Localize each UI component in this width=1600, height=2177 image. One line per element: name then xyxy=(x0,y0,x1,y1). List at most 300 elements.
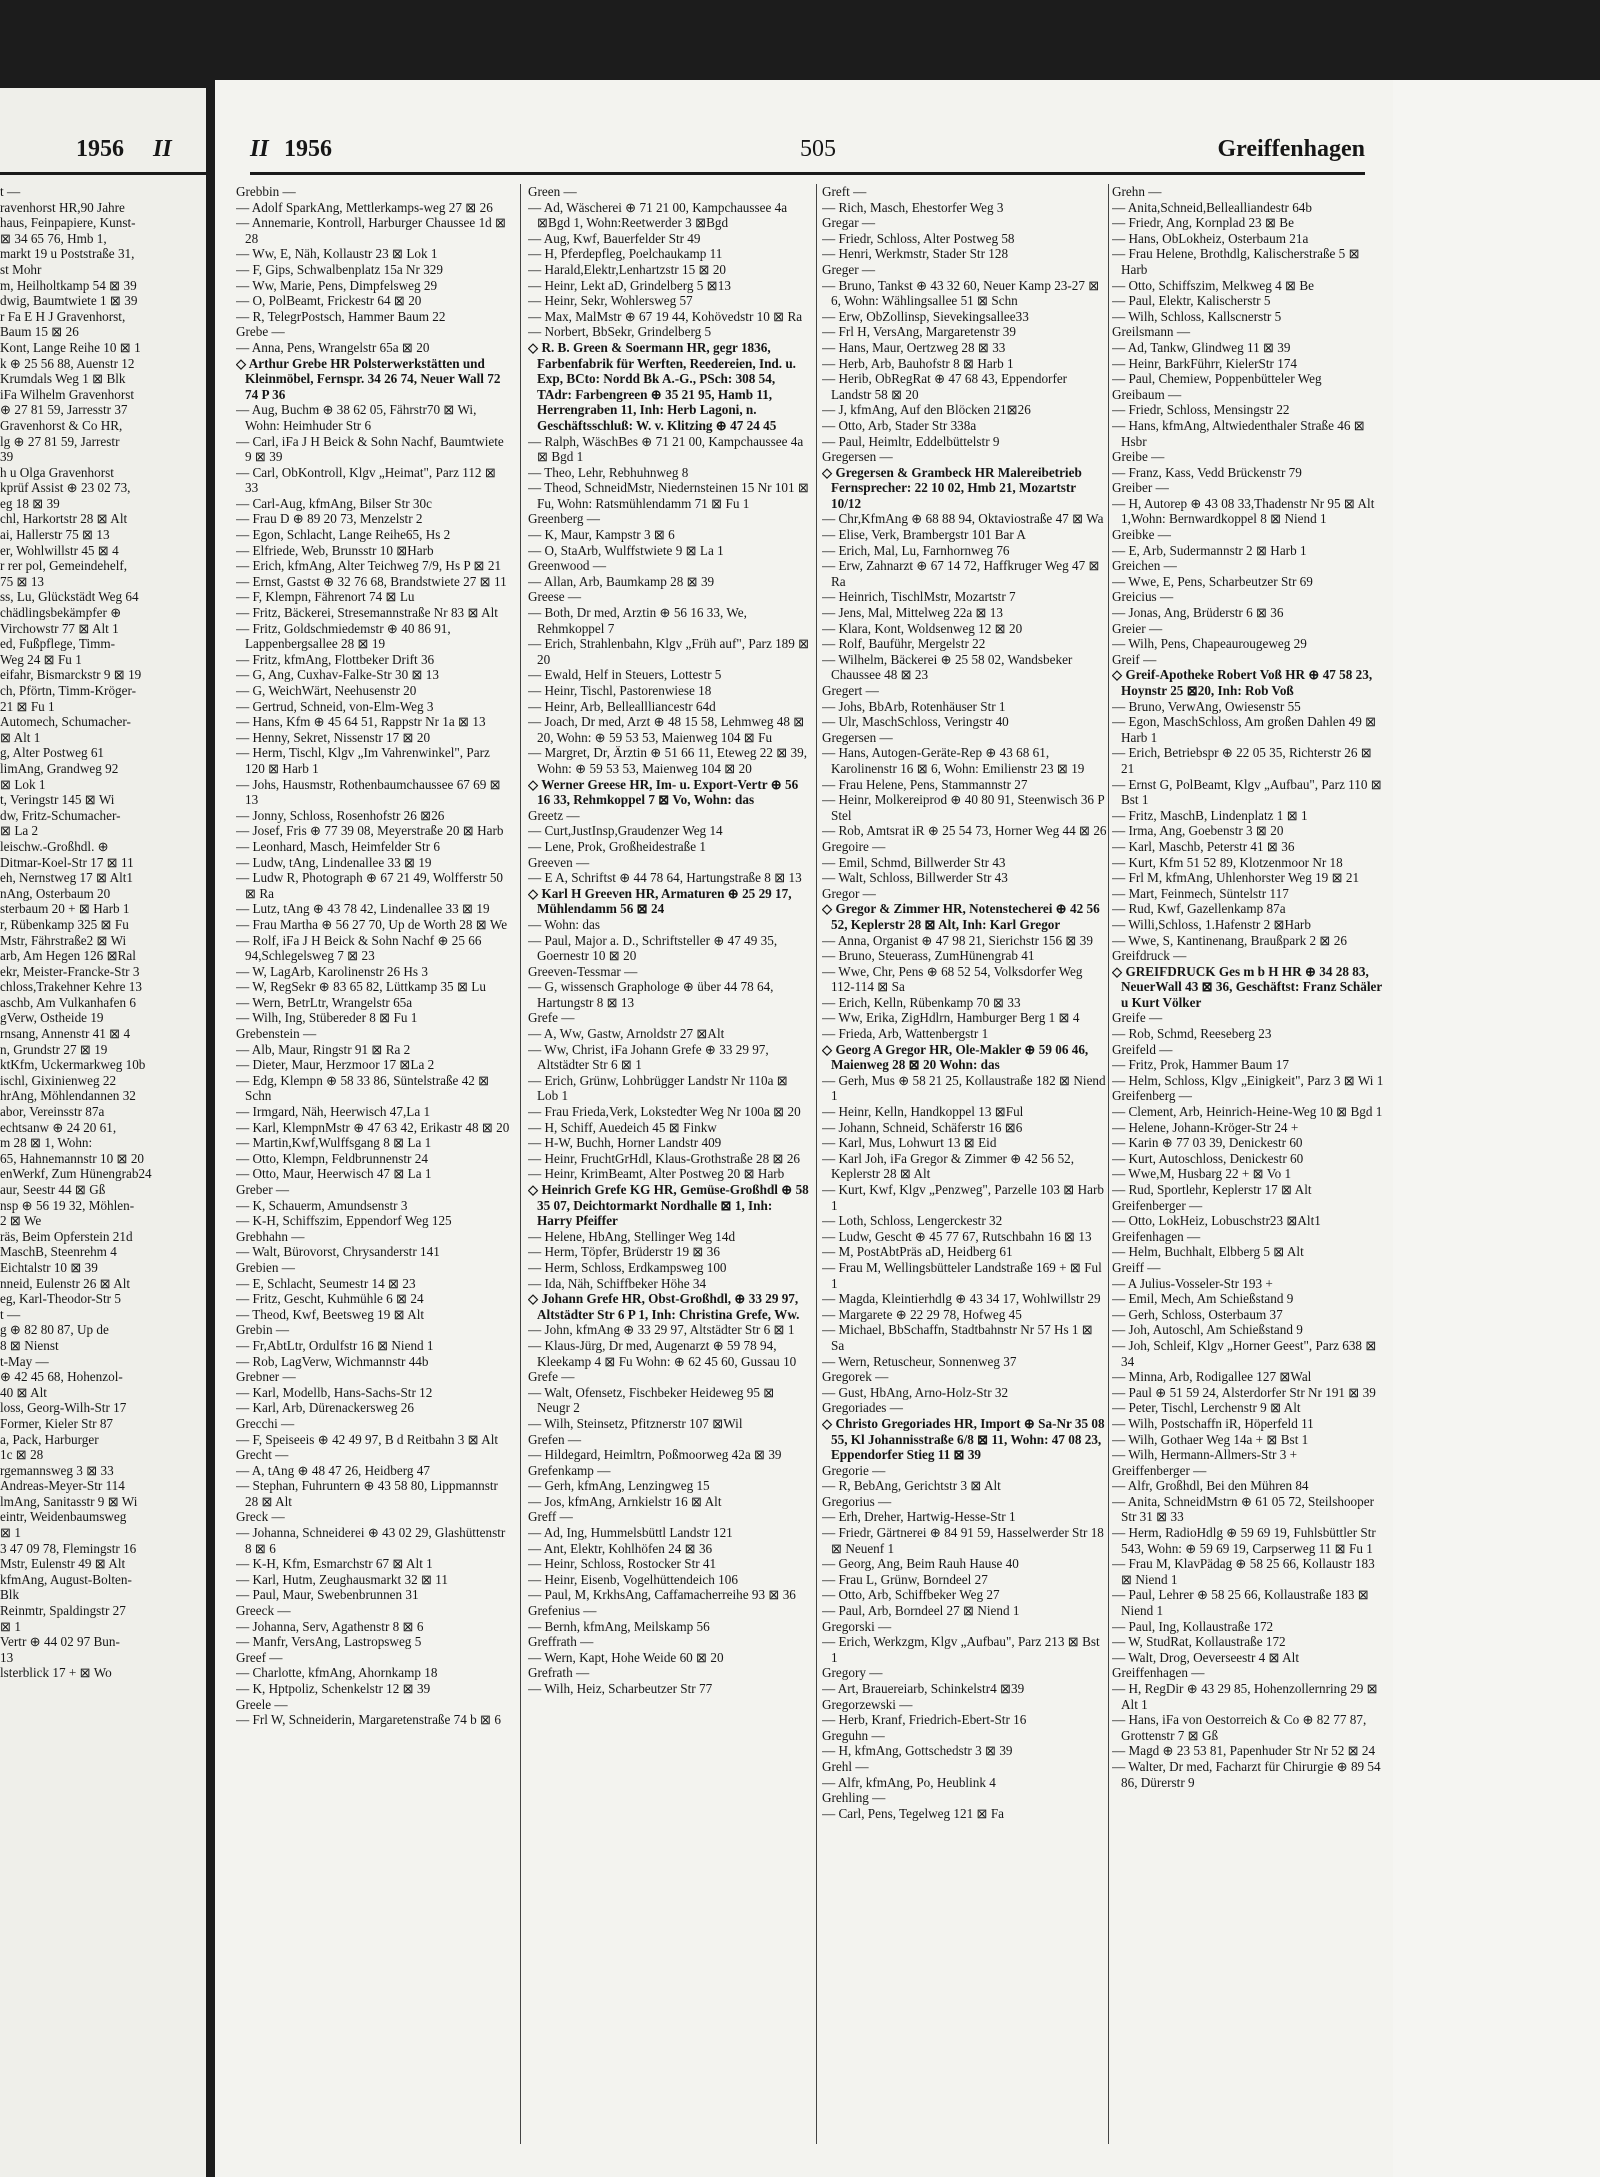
directory-entry: — F, Klempn, Fährenort 74 ⊠ Lu xyxy=(236,589,415,605)
column-divider xyxy=(1108,184,1109,2144)
directory-entry: Grecht — xyxy=(236,1447,289,1463)
directory-entry: — Rob, Amtsrat iR ⊕ 25 54 73, Horner Weg 44 ⊠ 26 xyxy=(822,823,1107,839)
directory-entry: — Bruno, VerwAng, Owiesenstr 55 xyxy=(1112,698,1301,714)
directory-entry: — Gerh, kfmAng, Lenzingweg 15 xyxy=(528,1478,710,1494)
directory-entry: Ditmar-Koel-Str 17 ⊠ 11 xyxy=(0,854,134,870)
directory-entry: — Johs, BbArb, Rotenhäuser Str 1 xyxy=(822,698,1006,714)
directory-entry: — E A, Schriftst ⊕ 44 78 64, Hartungstraße 8 ⊠ 13 xyxy=(528,870,802,886)
directory-entry: — Heinr, KrimBeamt, Alter Postweg 20 ⊠ Harb xyxy=(528,1166,785,1182)
directory-entry: aur, Seestr 44 ⊠ Gß xyxy=(0,1182,106,1197)
directory-entry: abor, Vereinsstr 87a xyxy=(0,1104,105,1120)
directory-entry: — Irmgard, Näh, Heerwisch 47,La 1 xyxy=(236,1104,431,1120)
directory-entry: — Elfriede, Web, Brunsstr 10 ⊠Harb xyxy=(236,542,434,558)
directory-entry: chädlingsbekämpfer ⊕ xyxy=(0,605,122,621)
directory-entry: Gregorius — xyxy=(822,1493,892,1509)
directory-entry: chl, Harkortstr 28 ⊠ Alt xyxy=(0,511,128,527)
directory-entry: — Hans, Maur, Oertzweg 28 ⊠ 33 xyxy=(822,339,1006,355)
directory-entry: Grehling — xyxy=(822,1790,886,1806)
directory-entry: — W, RegSekr ⊕ 83 65 82, Lüttkamp 35 ⊠ Lu xyxy=(236,979,486,995)
directory-entry: — Adolf SparkAng, Mettlerkamps-weg 27 ⊠ 26 xyxy=(236,199,493,215)
left-page-year: 1956 xyxy=(76,136,124,162)
directory-entry: ◇ Greif-Apotheke Robert Voß HR ⊕ 47 58 23, Hoynstr 25 ⊠20, Inh: Rob Voß xyxy=(1112,667,1373,698)
directory-entry: Grefe — xyxy=(528,1010,575,1026)
directory-entry: — Fr,AbtLtr, Ordulfstr 16 ⊠ Niend 1 xyxy=(236,1337,434,1353)
column-divider xyxy=(816,184,817,2144)
directory-entry: — Otto, LokHeiz, Lobuschstr23 ⊠Alt1 xyxy=(1112,1213,1321,1229)
directory-entry: a, Pack, Harburger xyxy=(0,1431,99,1447)
directory-entry: Greck — xyxy=(236,1509,285,1525)
directory-entry: ◇ Karl H Greeven HR, Armaturen ⊕ 25 29 17, Mühlendamm 56 ⊠ 24 xyxy=(528,885,792,917)
directory-entry: Grebien — xyxy=(236,1259,295,1275)
directory-entry: — Wwe, S, Kantinenang, Braußpark 2 ⊠ 26 xyxy=(1112,932,1347,948)
directory-entry: — Johs, Hausmstr, Rothenbaumchaussee 67 69 ⊠ 13 xyxy=(236,776,501,808)
directory-entry: — Paul, Heimltr, Eddelbüttelstr 9 xyxy=(822,433,1000,449)
directory-entry: — Fritz, Goldschmiedemstr ⊕ 40 86 91, Lappenbergsallee 28 ⊠ 19 xyxy=(236,620,451,652)
directory-entry: ed, Fußpflege, Timm- xyxy=(0,636,116,652)
directory-entry: er, Wohlwillstr 45 ⊠ 4 xyxy=(0,542,119,558)
directory-entry: 75 ⊠ 13 xyxy=(0,573,45,589)
directory-entry: — Theo, Lehr, Rebhuhnweg 8 xyxy=(528,464,689,480)
directory-entry: — Wilh, Gothaer Weg 14a + ⊠ Bst 1 xyxy=(1112,1431,1309,1447)
directory-entry: Grebe — xyxy=(236,324,285,340)
directory-column-2 xyxy=(528,184,810,1697)
directory-entry: dwig, Baumtwiete 1 ⊠ 39 xyxy=(0,293,138,309)
directory-entry: — Johann, Schneid, Schäferstr 16 ⊠6 xyxy=(822,1119,1023,1135)
directory-entry: — R, BebAng, Gerichtstr 3 ⊠ Alt xyxy=(822,1478,1001,1494)
directory-entry: — Heinr, Schloss, Rostocker Str 41 xyxy=(528,1556,717,1572)
directory-entry: Gregersen — xyxy=(822,449,893,465)
directory-entry: — Bernh, kfmAng, Meilskamp 56 xyxy=(528,1618,710,1634)
directory-entry: — Willi,Schloss, 1.Hafenstr 2 ⊠Harb xyxy=(1112,916,1311,932)
directory-entry: Krumdals Weg 1 ⊠ Blk xyxy=(0,371,126,387)
directory-entry: — Lutz, tAng ⊕ 43 78 42, Lindenallee 33 ⊠ 19 xyxy=(236,901,490,917)
directory-entry: — Jonny, Schloss, Rosenhofstr 26 ⊠26 xyxy=(236,807,445,823)
directory-entry: — Wilh, Ing, Stübereder 8 ⊠ Fu 1 xyxy=(236,1010,418,1026)
directory-entry: — Wwe, E, Pens, Scharbeutzer Str 69 xyxy=(1112,573,1313,589)
directory-entry: — Wilhelm, Bäckerei ⊕ 25 58 02, Wandsbeker Chaussee 48 ⊠ 23 xyxy=(822,651,1073,683)
directory-entry: Gregorzewski — xyxy=(822,1696,913,1712)
directory-entry: — Alb, Maur, Ringstr 91 ⊠ Ra 2 xyxy=(236,1041,411,1057)
directory-entry: — Karl, Modellb, Hans-Sachs-Str 12 xyxy=(236,1384,433,1400)
directory-entry: — Erich, Werkzgm, Klgv „Aufbau", Parz 213 ⊠ Bst 1 xyxy=(822,1634,1100,1665)
directory-entry: — Rob, LagVerw, Wichmannstr 44b xyxy=(236,1353,429,1369)
directory-entry: ◇ Johann Grefe HR, Obst-Großhdl, ⊕ 33 29 97, Altstädter Str 6 P 1, Inh: Christina Grefe, Ww. xyxy=(528,1291,800,1322)
directory-entry: Greele — xyxy=(236,1696,288,1712)
directory-entry: — R, TelegrPostsch, Hammer Baum 22 xyxy=(236,308,446,324)
directory-entry: Grebhahn — xyxy=(236,1228,305,1244)
directory-entry: g, Alter Postweg 61 xyxy=(0,745,105,761)
directory-entry: — Jens, Mal, Mittelweg 22a ⊠ 13 xyxy=(822,605,1003,621)
directory-entry: — Hildegard, Heimltrn, Poßmoorweg 42a ⊠ 39 xyxy=(528,1447,782,1463)
directory-entry: — Heinr, Eisenb, Vogelhüttendeich 106 xyxy=(528,1571,738,1587)
directory-entry: — H, Autorep ⊕ 43 08 33,Thadenstr Nr 95 ⊠ Alt 1,Wohn: Bernwardkoppel 8 ⊠ Niend 1 xyxy=(1112,495,1375,527)
directory-entry: — Herib, ObRegRat ⊕ 47 68 43, Eppendorfer Landstr 58 ⊠ 20 xyxy=(822,371,1068,402)
directory-entry: — Herm, Schloss, Erdkampsweg 100 xyxy=(528,1259,727,1275)
directory-entry: eg, Karl-Theodor-Str 5 xyxy=(0,1291,121,1307)
directory-entry: — Henny, Sekret, Nissenstr 17 ⊠ 20 xyxy=(236,729,431,745)
directory-entry: — Heinr, Molkereiprod ⊕ 40 80 91, Steenwisch 36 P Stel xyxy=(822,792,1105,823)
directory-entry: ◇ Georg A Gregor HR, Ole-Makler ⊕ 59 06 46, Maienweg 28 ⊠ 20 Wohn: das xyxy=(822,1041,1089,1073)
directory-entry: — H, kfmAng, Gottschedstr 3 ⊠ 39 xyxy=(822,1743,1013,1759)
directory-entry: — Friedr, Gärtnerei ⊕ 84 91 59, Hasselwerder Str 18 ⊠ Neuenf 1 xyxy=(822,1525,1104,1556)
directory-entry: — Theod, Kwf, Beetsweg 19 ⊠ Alt xyxy=(236,1306,425,1322)
directory-entry: Grehl — xyxy=(822,1758,869,1774)
directory-entry: — Lene, Prok, Großheidestraße 1 xyxy=(528,838,706,854)
directory-entry: Greeven-Tessmar — xyxy=(528,963,638,979)
directory-column-4 xyxy=(1112,184,1388,1790)
directory-entry: Baum 15 ⊠ 26 xyxy=(0,324,79,340)
directory-entry: — Johanna, Schneiderei ⊕ 43 02 29, Glashüttenstr 8 ⊠ 6 xyxy=(236,1525,506,1556)
directory-entry: — Herm, Töpfer, Brüderstr 19 ⊠ 36 xyxy=(528,1244,720,1260)
directory-entry: — Alfr, Großhdl, Bei den Mühren 84 xyxy=(1112,1478,1309,1494)
directory-entry: — Harald,Elektr,Lenhartzstr 15 ⊠ 20 xyxy=(528,261,727,277)
directory-entry: Greef — xyxy=(236,1649,283,1665)
directory-entry: — Karl, Maschb, Peterstr 41 ⊠ 36 xyxy=(1112,838,1295,854)
directory-entry: ◇ Gregor & Zimmer HR, Notenstecherei ⊕ 42 56 52, Keplerstr 28 ⊠ Alt, Inh: Karl Gregor xyxy=(822,901,1100,932)
directory-entry: Greiber — xyxy=(1112,480,1169,496)
directory-entry: — G, WeichWärt, Neehusenstr 20 xyxy=(236,683,417,698)
directory-entry: — Paul, Ing, Kollaustraße 172 xyxy=(1112,1618,1274,1634)
directory-entry: Greenwood — xyxy=(528,558,607,574)
directory-entry: — Egon, Schlacht, Lange Reihe65, Hs 2 xyxy=(236,527,451,543)
directory-entry: ⊠ 1 xyxy=(0,1525,21,1541)
directory-entry: — Georg, Ang, Beim Rauh Hause 40 xyxy=(822,1556,1019,1572)
directory-entry: Grefrath — xyxy=(528,1665,590,1681)
directory-entry: — H, Pferdepfleg, Poelchaukamp 11 xyxy=(528,246,723,262)
directory-entry: — Heinr, Arb, Belleallliancestr 64d xyxy=(528,698,716,714)
directory-entry: — Ernst, Gastst ⊕ 32 76 68, Brandstwiete 27 ⊠ 11 xyxy=(236,573,507,589)
directory-entry: Greiffenhagen — xyxy=(1112,1665,1205,1681)
directory-entry: — Rich, Masch, Ehestorfer Weg 3 xyxy=(822,199,1004,215)
directory-entry: — Michael, BbSchaffn, Stadtbahnstr Nr 57 Hs 1 ⊠ Sa xyxy=(822,1322,1093,1353)
directory-entry: — Frau L, Grünw, Borndeel 27 xyxy=(822,1571,988,1587)
directory-entry: Gregory — xyxy=(822,1665,883,1681)
directory-entry: — Ad, Ing, Hummelsbüttl Landstr 121 xyxy=(528,1525,733,1541)
directory-entry: t, Veringstr 145 ⊠ Wi xyxy=(0,792,115,808)
directory-entry: — Margarete ⊕ 22 29 78, Hofweg 45 xyxy=(822,1306,1022,1322)
directory-entry: lg ⊕ 27 81 59, Jarrestr xyxy=(0,433,120,449)
directory-entry: — Heinr, Sekr, Wohlersweg 57 xyxy=(528,293,693,309)
directory-entry: — Karin ⊕ 77 03 39, Denickestr 60 xyxy=(1112,1135,1303,1151)
directory-entry: — Frl M, kfmAng, Uhlenhorster Weg 19 ⊠ 21 xyxy=(1112,870,1360,886)
directory-entry: Gregert — xyxy=(822,683,879,698)
directory-entry: — Walter, Dr med, Facharzt für Chirurgie ⊕ 89 54 86, Dürerstr 9 xyxy=(1112,1758,1381,1790)
directory-entry: — Karl, KlempnMstr ⊕ 47 63 42, Erikastr 48 ⊠ 20 xyxy=(236,1119,510,1135)
directory-entry: loss, Georg-Wilh-Str 17 xyxy=(0,1400,127,1416)
directory-entry: Automech, Schumacher- xyxy=(0,714,131,730)
directory-entry: — Ant, Elektr, Kohlhöfen 24 ⊠ 36 xyxy=(528,1540,713,1556)
right-header-rule xyxy=(250,172,1365,175)
directory-entry: — Ida, Näh, Schiffbeker Höhe 34 xyxy=(528,1275,707,1291)
directory-entry: — H, RegDir ⊕ 43 29 85, Hohenzollernring 29 ⊠ Alt 1 xyxy=(1112,1681,1378,1712)
directory-entry: — Wern, Retuscheur, Sonnenweg 37 xyxy=(822,1353,1017,1369)
directory-entry: Greger — xyxy=(822,261,876,277)
directory-entry: — Peter, Tischl, Lerchenstr 9 ⊠ Alt xyxy=(1112,1400,1301,1416)
directory-entry: — Ernst G, PolBeamt, Klgv „Aufbau", Parz 110 ⊠ Bst 1 xyxy=(1112,776,1382,808)
directory-entry: — Wern, BetrLtr, Wrangelstr 65a xyxy=(236,994,413,1010)
directory-entry: Grefe — xyxy=(528,1369,575,1385)
directory-entry: — Herm, Tischl, Klgv „Im Vahrenwinkel", Parz 120 ⊠ Harb 1 xyxy=(236,745,490,776)
directory-entry: — Walt, Ofensetz, Fischbeker Heideweg 95 ⊠ Neugr 2 xyxy=(528,1384,775,1416)
directory-entry: Gregor — xyxy=(822,885,876,901)
directory-entry: Grebner — xyxy=(236,1369,296,1385)
directory-entry: — Kurt, Kwf, Klgv „Penzweg", Parzelle 103 ⊠ Harb 1 xyxy=(822,1182,1104,1213)
directory-entry: — Erich, Kelln, Rübenkamp 70 ⊠ 33 xyxy=(822,994,1021,1010)
directory-entry: — Frl W, Schneiderin, Margaretenstraße 74 b ⊠ 6 xyxy=(236,1712,501,1728)
directory-entry: — Chr,KfmAng ⊕ 68 88 94, Oktaviostraße 47 ⊠ Wa xyxy=(822,511,1104,527)
directory-entry: Eichtalstr 10 ⊠ 39 xyxy=(0,1259,98,1275)
directory-entry: — Anita,Schneid,Bellealliandestr 64b xyxy=(1112,199,1312,215)
directory-entry: — Ulr, MaschSchloss, Veringstr 40 xyxy=(822,714,1009,730)
directory-entry: — Erich, Mal, Lu, Farnhornweg 76 xyxy=(822,542,1010,558)
directory-entry: ischl, Gixinienweg 22 xyxy=(0,1072,117,1088)
directory-entry: ⊕ 42 45 68, Hohenzol- xyxy=(0,1369,123,1385)
directory-entry: Grebin — xyxy=(236,1322,290,1338)
directory-entry: Greetz — xyxy=(528,807,580,823)
directory-entry: ◇ Heinrich Grefe KG HR, Gemüse-Großhdl ⊕ 58 35 07, Deichtormarkt Nordhalle ⊠ 1, Inh: Harry Pfeiffer xyxy=(528,1182,809,1229)
directory-entry: — Clement, Arb, Heinrich-Heine-Weg 10 ⊠ Bgd 1 xyxy=(1112,1104,1383,1120)
directory-entry: k ⊕ 25 56 88, Auenstr 12 xyxy=(0,355,135,371)
directory-entry: Mstr, Fährstraße2 ⊠ Wi xyxy=(0,932,127,948)
directory-entry: — Bruno, Tankst ⊕ 43 32 60, Neuer Kamp 23-27 ⊠ 6, Wohn: Wählingsallee 51 ⊠ Schn xyxy=(822,277,1100,309)
directory-entry: — Paul, Elektr, Kalischerstr 5 xyxy=(1112,293,1271,309)
directory-entry: ⊠ La 2 xyxy=(0,823,39,839)
directory-entry: eh, Nernstweg 17 ⊠ Alt1 xyxy=(0,870,134,886)
directory-entry: — Paul, Arb, Borndeel 27 ⊠ Niend 1 xyxy=(822,1603,1020,1619)
directory-entry: Gravenhorst & Co HR, xyxy=(0,417,123,433)
directory-entry: Mstr, Eulenstr 49 ⊠ Alt xyxy=(0,1556,126,1572)
directory-entry: Andreas-Meyer-Str 114 xyxy=(0,1478,125,1494)
directory-entry: 2 ⊠ We xyxy=(0,1213,42,1229)
directory-entry: — Fritz, Bäckerei, Stresemannstraße Nr 83 ⊠ Alt xyxy=(236,605,498,621)
directory-entry: n, Grundstr 27 ⊠ 19 xyxy=(0,1041,108,1057)
directory-entry: — Karl Joh, iFa Gregor & Zimmer ⊕ 42 56 52, Keplerstr 28 ⊠ Alt xyxy=(822,1150,1075,1182)
directory-entry: g ⊕ 82 80 87, Up de xyxy=(0,1322,109,1338)
directory-entry: — Otto, Arb, Stader Str 338a xyxy=(822,417,977,433)
directory-entry: st Mohr xyxy=(0,261,42,277)
directory-entry: Gregoire — xyxy=(822,838,886,854)
directory-entry: — Hans, Autogen-Geräte-Rep ⊕ 43 68 61, Karolinenstr 16 ⊠ 6, Wohn: Emilienstr 23 ⊠ 19 xyxy=(822,745,1085,776)
directory-entry: — Wern, Kapt, Hohe Weide 60 ⊠ 20 xyxy=(528,1649,724,1665)
directory-entry: eintr, Weidenbaumsweg xyxy=(0,1509,127,1525)
directory-entry: — Hans, Kfm ⊕ 45 64 51, Rappstr Nr 1a ⊠ 13 xyxy=(236,714,486,730)
directory-entry: — Fritz, Gescht, Kuhmühle 6 ⊠ 24 xyxy=(236,1291,424,1307)
directory-entry: — Frl H, VersAng, Margaretenstr 39 xyxy=(822,324,1016,340)
directory-entry: Greifenhagen — xyxy=(1112,1228,1201,1244)
directory-entry: — Ww, Marie, Pens, Dimpfelsweg 29 xyxy=(236,277,438,293)
directory-entry: Former, Kieler Str 87 xyxy=(0,1415,114,1431)
directory-entry: — Minna, Arb, Rodigallee 127 ⊠Wal xyxy=(1112,1369,1312,1385)
directory-entry: — Aug, Kwf, Bauerfelder Str 49 xyxy=(528,230,701,246)
directory-entry: dw, Fritz-Schumacher- xyxy=(0,807,121,823)
directory-entry: — Karl, Mus, Lohwurt 13 ⊠ Eid xyxy=(822,1135,997,1151)
directory-entry: Greifenberg — xyxy=(1112,1088,1192,1104)
directory-entry: Grehn — xyxy=(1112,184,1162,199)
directory-entry: — Magd ⊕ 23 53 81, Papenhuder Str Nr 52 ⊠ 24 xyxy=(1112,1743,1376,1759)
directory-entry: — Ludw, tAng, Lindenallee 33 ⊠ 19 xyxy=(236,854,432,870)
directory-entry: — Heinrich, TischlMstr, Mozartstr 7 xyxy=(822,589,1016,605)
directory-entry: — Joh, Autoschl, Am Schießstand 9 xyxy=(1112,1322,1303,1338)
directory-entry: Grefen — xyxy=(528,1431,582,1447)
directory-entry: ⊠ Alt 1 xyxy=(0,729,41,745)
directory-entry: — Alfr, kfmAng, Po, Heublink 4 xyxy=(822,1774,996,1790)
directory-entry: ◇ R. B. Green & Soermann HR, gegr 1836, Farbenfabrik für Werften, Reedereien, Ind. u. Exp, BCto: Nordd Bk A.-G., PSch: 308 54, TAdr: Farbengreen ⊕ 35 21 95, Hamb 11, Herrengraben 11, Inh: Herb Lagoni, n. Geschäftsschluß: W. v. Klitzing ⊕ 47 24 45 xyxy=(528,339,796,433)
directory-entry: — K-H, Schiffszim, Eppendorf Weg 125 xyxy=(236,1213,452,1229)
directory-entry: — Fritz, kfmAng, Flottbeker Drift 36 xyxy=(236,651,435,667)
directory-entry: ◇ Gregersen & Grambeck HR Malereibetrieb Fernsprecher: 22 10 02, Hmb 21, Mozartstr 10/12 xyxy=(822,464,1082,511)
directory-entry: — H-W, Buchh, Horner Landstr 409 xyxy=(528,1135,722,1151)
directory-entry: Greffrath — xyxy=(528,1634,594,1650)
directory-entry: chloss,Trakehner Kehre 13 xyxy=(0,979,142,995)
directory-entry: — A, tAng ⊕ 48 47 26, Heidberg 47 xyxy=(236,1462,430,1478)
directory-entry: — Karl, Hutm, Zeughausmarkt 32 ⊠ 11 xyxy=(236,1571,448,1587)
directory-entry: ch, Pförtn, Timm-Kröger- xyxy=(0,683,137,698)
directory-entry: Blk xyxy=(0,1587,20,1603)
directory-entry: nsp ⊕ 56 19 32, Möhlen- xyxy=(0,1197,135,1213)
directory-entry: haus, Feinpapiere, Kunst- xyxy=(0,215,136,231)
directory-entry: — Frau M, Wellingsbütteler Landstraße 169 + ⊠ Ful 1 xyxy=(822,1259,1102,1291)
directory-entry: — Klara, Kont, Woldsenweg 12 ⊠ 20 xyxy=(822,620,1023,636)
directory-entry: — O, PolBeamt, Frickestr 64 ⊠ 20 xyxy=(236,293,422,309)
directory-entry: Greff — xyxy=(528,1509,573,1525)
directory-entry: Kont, Lange Reihe 10 ⊠ 1 xyxy=(0,339,141,355)
directory-entry: — Johanna, Serv, Agathenstr 8 ⊠ 6 xyxy=(236,1618,424,1634)
directory-entry: — Josef, Fris ⊕ 77 39 08, Meyerstraße 20 ⊠ Harb xyxy=(236,823,504,839)
directory-entry: — F, Gips, Schwalbenplatz 15a Nr 329 xyxy=(236,261,443,277)
directory-entry: leischw.-Großhdl. ⊕ xyxy=(0,838,109,854)
directory-entry: ⊠ 34 65 76, Hmb 1, xyxy=(0,230,107,246)
directory-entry: — Ad, Wäscherei ⊕ 71 21 00, Kampchaussee 4a ⊠Bgd 1, Wohn:Reetwerder 3 ⊠Bgd xyxy=(528,199,788,231)
directory-entry: Greichen — xyxy=(1112,558,1177,574)
directory-entry: — Mart, Feinmech, Süntelstr 117 xyxy=(1112,885,1289,901)
directory-entry: — Ww, Erika, ZigHdlrn, Hamburger Berg 1 ⊠ 4 xyxy=(822,1010,1080,1026)
directory-entry: — Jonas, Ang, Brüderstr 6 ⊠ 36 xyxy=(1112,605,1284,621)
directory-entry: — Friedr, Schloss, Mensingstr 22 xyxy=(1112,402,1290,418)
left-page-roman: II xyxy=(153,136,172,162)
right-page-roman: II xyxy=(250,136,269,162)
directory-entry: 3 47 09 78, Flemingstr 16 xyxy=(0,1540,137,1556)
directory-entry: — G, Ang, Cuxhav-Falke-Str 30 ⊠ 13 xyxy=(236,667,439,683)
directory-entry: Greifeld — xyxy=(1112,1041,1173,1057)
directory-entry: iFa Wilhelm Gravenhorst xyxy=(0,386,135,402)
directory-entry: — Rud, Kwf, Gazellenkamp 87a xyxy=(1112,901,1286,917)
directory-entry: ⊠ Lok 1 xyxy=(0,776,46,792)
directory-entry: — John, kfmAng ⊕ 33 29 97, Altstädter Str 6 ⊠ 1 xyxy=(528,1322,795,1338)
directory-entry: — K-H, Kfm, Esmarchstr 67 ⊠ Alt 1 xyxy=(236,1556,433,1572)
directory-entry: — Friedr, Schloss, Alter Postweg 58 xyxy=(822,230,1015,246)
directory-entry: Greiff — xyxy=(1112,1259,1161,1275)
directory-entry: Greese — xyxy=(528,589,582,605)
directory-entry: ai, Hallerstr 75 ⊠ 13 xyxy=(0,527,110,543)
directory-entry: markt 19 u Poststraße 31, xyxy=(0,246,135,262)
directory-entry: — Curt,JustInsp,Graudenzer Weg 14 xyxy=(528,823,723,839)
directory-entry: — K, Hptpoliz, Schenkelstr 12 ⊠ 39 xyxy=(236,1681,431,1696)
directory-entry: — Anita, SchneidMstrn ⊕ 61 05 72, Steilshooper Str 31 ⊠ 33 xyxy=(1112,1493,1374,1525)
directory-entry: Greife — xyxy=(1112,1010,1163,1026)
directory-entry: MaschB, Steenrehm 4 xyxy=(0,1244,117,1260)
directory-entry: 13 xyxy=(0,1649,14,1665)
directory-entry: — M, PostAbtPräs aD, Heidberg 61 xyxy=(822,1244,1013,1260)
directory-entry: — Manfr, VersAng, Lastropsweg 5 xyxy=(236,1634,422,1650)
directory-entry: hrAng, Möhlendannen 32 xyxy=(0,1088,136,1104)
directory-entry: — Rolf, iFa J H Beick & Sohn Nachf ⊕ 25 66 94,Schlegelsweg 7 ⊠ 23 xyxy=(236,932,482,964)
directory-entry: ◇ Christo Gregoriades HR, Import ⊕ Sa-Nr 35 08 55, Kl Johannisstraße 6/8 ⊠ 11, Wohn: 47 08 23, Eppendorfer Stieg 11 ⊠ 39 xyxy=(822,1415,1105,1463)
directory-entry: — Erich, Grünw, Lohbrügger Landstr Nr 110a ⊠ Lob 1 xyxy=(528,1072,788,1104)
directory-entry: — Ludw R, Photograph ⊕ 67 21 49, Wolfferstr 50 ⊠ Ra xyxy=(236,870,504,901)
directory-entry: — Magda, Kleintierhdlg ⊕ 43 34 17, Wohlwillstr 29 xyxy=(822,1291,1101,1307)
directory-entry: — Frau Martha ⊕ 56 27 70, Up de Worth 28 ⊠ We xyxy=(236,916,508,932)
column-divider xyxy=(520,184,521,2144)
directory-entry: — Kurt, Autoschloss, Denickestr 60 xyxy=(1112,1150,1304,1166)
directory-entry: Greibaum — xyxy=(1112,386,1182,402)
directory-entry: Greiffenberger — xyxy=(1112,1462,1207,1478)
directory-entry: — Art, Brauereiarb, Schinkelstr4 ⊠39 xyxy=(822,1681,1025,1696)
directory-column-3 xyxy=(822,184,1108,1821)
directory-entry: Greeck — xyxy=(236,1603,291,1619)
directory-entry: Grebbin — xyxy=(236,184,296,199)
directory-entry: Reinmtr, Spaldingstr 27 xyxy=(0,1603,126,1619)
directory-entry: — Carl, ObKontroll, Klgv „Heimat", Parz 112 ⊠ 33 xyxy=(236,464,496,496)
directory-entry: — K, Schauerm, Amundsenstr 3 xyxy=(236,1197,408,1213)
directory-entry: — Frau Helene, Pens, Stammannstr 27 xyxy=(822,776,1028,792)
directory-entry: Greibke — xyxy=(1112,527,1171,543)
directory-entry: Grefenkamp — xyxy=(528,1462,611,1478)
directory-entry: — Herb, Arb, Bauhofstr 8 ⊠ Harb 1 xyxy=(822,355,1014,371)
directory-entry: Grefenius — xyxy=(528,1603,597,1619)
directory-entry: kprüf Assist ⊕ 23 02 73, xyxy=(0,480,131,496)
directory-entry: — A Julius-Vosseler-Str 193 + xyxy=(1112,1275,1273,1291)
directory-entry: — Walt, Drog, Oeverseestr 4 ⊠ Alt xyxy=(1112,1649,1300,1665)
directory-entry: aschb, Am Vulkanhafen 6 xyxy=(0,994,136,1010)
directory-entry: h u Olga Gravenhorst xyxy=(0,464,114,480)
directory-entry: rnsang, Annenstr 41 ⊠ 4 xyxy=(0,1026,131,1042)
directory-entry: Greilsmann — xyxy=(1112,324,1191,340)
directory-entry: rgemannsweg 3 ⊠ 33 xyxy=(0,1462,114,1478)
directory-entry: — Both, Dr med, Arztin ⊕ 56 16 33, We, Rehmkoppel 7 xyxy=(528,605,747,636)
directory-entry: — Theod, SchneidMstr, Niedernsteinen 15 Nr 101 ⊠ Fu, Wohn: Ratsmühlendamm 71 ⊠ Fu 1 xyxy=(528,480,809,511)
directory-entry: — Wwe, Chr, Pens ⊕ 68 52 54, Volksdorfer Weg 112-114 ⊠ Sa xyxy=(822,963,1083,995)
directory-entry: — Ewald, Helf in Steuers, Lottestr 5 xyxy=(528,667,722,683)
directory-entry: — Max, MalMstr ⊕ 67 19 44, Kohövedstr 10 ⊠ Ra xyxy=(528,308,803,324)
directory-entry: Grecchi — xyxy=(236,1415,295,1431)
directory-entry: — Annemarie, Kontroll, Harburger Chaussee 1d ⊠ 28 xyxy=(236,215,507,246)
directory-entry: ⊠ 1 xyxy=(0,1618,21,1634)
directory-entry: — Otto, Arb, Schiffbeker Weg 27 xyxy=(822,1587,1000,1603)
directory-entry: — Erw, ObZollinsp, Sievekingsallee33 xyxy=(822,308,1029,324)
right-page-year: 1956 xyxy=(284,136,332,162)
directory-entry: — Rud, Sportlehr, Keplerstr 17 ⊠ Alt xyxy=(1112,1182,1312,1197)
directory-entry: Virchowstr 77 ⊠ Alt 1 xyxy=(0,620,119,636)
directory-entry: ravenhorst HR,90 Jahre xyxy=(0,199,125,215)
directory-entry: ◇ Arthur Grebe HR Polsterwerkstätten und Kleinmöbel, Fernspr. 34 26 74, Neuer Wall 72 74 P 36 xyxy=(236,355,501,402)
directory-entry: — F, Speiseeis ⊕ 42 49 97, B d Reitbahn 3 ⊠ Alt xyxy=(236,1431,499,1447)
directory-entry: — Leonhard, Masch, Heimfelder Str 6 xyxy=(236,838,440,854)
directory-entry: — G, wissensch Graphologe ⊕ über 44 78 64, Hartungstr 8 ⊠ 13 xyxy=(528,979,774,1010)
left-header-rule xyxy=(0,172,206,175)
directory-entry: 65, Hahnemannstr 10 ⊠ 20 xyxy=(0,1150,145,1166)
directory-entry: echtsanw ⊕ 24 20 61, xyxy=(0,1119,117,1135)
directory-entry: — Gust, HbAng, Arno-Holz-Str 32 xyxy=(822,1384,1009,1400)
directory-entry: 21 ⊠ Fu 1 xyxy=(0,698,55,714)
directory-entry: Gregersen — xyxy=(822,729,893,745)
directory-entry: — J, kfmAng, Auf den Blöcken 21⊠26 xyxy=(822,402,1031,418)
directory-entry: Weg 24 ⊠ Fu 1 xyxy=(0,651,82,667)
directory-entry: — Rolf, Bauführ, Mergelstr 22 xyxy=(822,636,986,652)
directory-entry: — Fritz, MaschB, Lindenplatz 1 ⊠ 1 xyxy=(1112,807,1308,823)
directory-entry: — Hans, ObLokheiz, Osterbaum 21a xyxy=(1112,230,1309,246)
directory-entry: — Emil, Mech, Am Schießstand 9 xyxy=(1112,1291,1294,1307)
directory-entry: — Friedr, Ang, Kornplad 23 ⊠ Be xyxy=(1112,215,1294,231)
